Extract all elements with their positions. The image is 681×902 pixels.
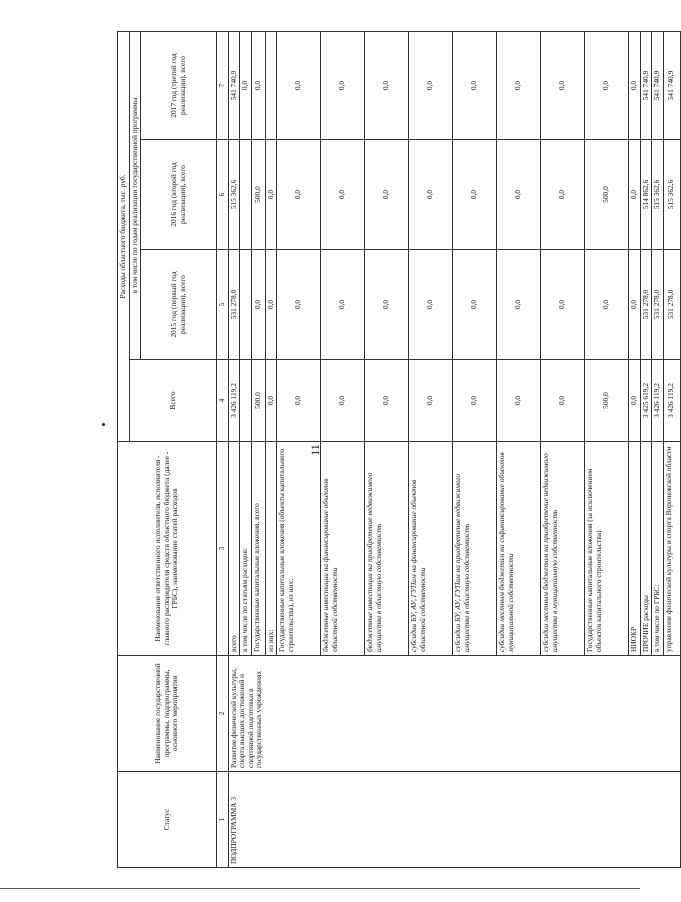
status-cell: ПОДПРОГРАММА 3	[228, 772, 680, 868]
year-2017-cell: 0,0	[497, 32, 541, 140]
year-2015-cell: 0,0	[251, 250, 265, 360]
year-2016-cell: 500,0	[585, 140, 629, 250]
year-2015-cell	[240, 250, 252, 360]
year-2017-cell: 0,0	[453, 32, 497, 140]
row-label: субсидии местным бюджетам на приобретение недвижимого имущества в муниципальную собственность	[541, 442, 585, 656]
year-2017-cell: 0,0	[585, 32, 629, 140]
total-cell: 3 425 619,2	[640, 360, 652, 442]
row-label: НИОКР	[629, 442, 641, 656]
year-2015-cell: 0,0	[265, 250, 277, 360]
year-2017-cell: 0,0	[240, 32, 252, 140]
year-2017-cell: 541 740,9	[652, 32, 664, 140]
header-program-name: Наименование государственной программы, подпрограммы, основного мероприятия	[118, 656, 217, 772]
row-label: субсидии БУ, АУ, ГУПам на финансирование объектов областной собственности	[409, 442, 453, 656]
row-label: бюджетные инвестиции на финансирование объектов областной собственности	[321, 442, 365, 656]
header-budget-title: Расходы областного бюджета, тыс. руб.	[118, 32, 130, 442]
year-2015-cell: 0,0	[541, 250, 585, 360]
column-number-row	[217, 32, 229, 868]
year-2017-cell	[265, 32, 277, 140]
total-cell: 0,0	[497, 360, 541, 442]
row-label: Государственные капитальные вложения (объекты капитального строительства), из них:	[277, 442, 321, 656]
year-2016-cell: 0,0	[365, 140, 409, 250]
year-2015-cell: 531 278,0	[228, 250, 240, 360]
year-2017-cell: 0,0	[629, 32, 641, 140]
header-total: Всего	[129, 360, 217, 442]
row-label: Государственные капитальные вложения, всего	[251, 442, 265, 656]
year-2017-cell: 541 740,9	[228, 32, 240, 140]
total-cell: 500,0	[251, 360, 265, 442]
year-2015-cell: 0,0	[321, 250, 365, 360]
year-2017-cell: 541 740,9	[663, 32, 680, 140]
col-number: 3	[217, 442, 229, 656]
year-2015-cell: 0,0	[497, 250, 541, 360]
total-cell: 3 426 119,2	[652, 360, 664, 442]
row-label: Государственные капитальные вложения (за исключением объектов капитального строительства)	[585, 442, 629, 656]
header-year-2016: 2016 год (второй год реализации), всего	[141, 140, 217, 250]
year-2017-cell: 0,0	[365, 32, 409, 140]
row-label: в том числе по ГРБС:	[652, 442, 664, 656]
col-number: 7	[217, 32, 229, 140]
year-2015-cell: 0,0	[365, 250, 409, 360]
year-2016-cell: 500,0	[251, 140, 265, 250]
bullet-mark	[102, 423, 105, 426]
row-label: из них:	[265, 442, 277, 656]
total-cell: 0,0	[321, 360, 365, 442]
row-label: субсидии местным бюджетам на софинансирование объектов муниципальной собственности	[497, 442, 541, 656]
program-name-cell: Развитие физической культуры, спорта высших достижений и спортивной подготовки в государственных учреждениях	[228, 656, 680, 772]
total-cell: 500,0	[585, 360, 629, 442]
year-2016-cell: 515 362,6	[663, 140, 680, 250]
total-cell: 0,0	[265, 360, 277, 442]
row-label: ПРОЧИЕ расходы	[640, 442, 652, 656]
year-2017-cell: 0,0	[409, 32, 453, 140]
col-number: 1	[217, 772, 229, 868]
year-2016-cell: 0,0	[629, 140, 641, 250]
year-2015-cell: 0,0	[277, 250, 321, 360]
total-cell: 3 426 119,2	[228, 360, 240, 442]
row-label: субсидии БУ, АУ, ГУПам на приобретение недвижимого имущества в областную собственность	[453, 442, 497, 656]
header-status: Статус	[118, 772, 217, 868]
year-2016-cell: 0,0	[265, 140, 277, 250]
total-cell: 0,0	[365, 360, 409, 442]
total-cell: 3 426 119,2	[663, 360, 680, 442]
row-label: в том числе по статьям расходов:	[240, 442, 252, 656]
year-2016-cell: 0,0	[497, 140, 541, 250]
year-2015-cell: 531 278,0	[663, 250, 680, 360]
year-2015-cell: 0,0	[453, 250, 497, 360]
year-2016-cell: 0,0	[277, 140, 321, 250]
year-2016-cell	[240, 140, 252, 250]
col-number: 4	[217, 360, 229, 442]
year-2017-cell: 0,0	[277, 32, 321, 140]
year-2015-cell: 531 278,0	[652, 250, 664, 360]
table-body	[228, 32, 680, 868]
year-2015-cell: 0,0	[585, 250, 629, 360]
year-2017-cell: 0,0	[251, 32, 265, 140]
header-executor: Наименование ответственного исполнителя, исполнителя - главного распорядителя средств областного бюджета (далее - ГРБС), наименование статей расходов	[118, 442, 217, 656]
year-2016-cell: 0,0	[409, 140, 453, 250]
header-by-years: в том числе по годам реализации государственной программы	[129, 32, 141, 360]
year-2016-cell: 0,0	[321, 140, 365, 250]
page-bottom-rule	[0, 888, 640, 889]
table-row	[228, 32, 240, 868]
budget-table	[117, 31, 681, 868]
year-2017-cell: 0,0	[321, 32, 365, 140]
col-number: 5	[217, 250, 229, 360]
header-year-2017: 2017 год (третий год реализации), всего	[141, 32, 217, 140]
row-label: бюджетные инвестиции на приобретение недвижимого имущества в областную собственность	[365, 442, 409, 656]
year-2016-cell: 515 362,6	[228, 140, 240, 250]
total-cell	[240, 360, 252, 442]
page-number: 11	[308, 444, 322, 456]
row-label: всего	[228, 442, 240, 656]
year-2016-cell: 0,0	[541, 140, 585, 250]
year-2016-cell: 514 862,6	[640, 140, 652, 250]
header-year-2015: 2015 год (первый год реализации), всего	[141, 250, 217, 360]
year-2016-cell: 0,0	[453, 140, 497, 250]
year-2017-cell: 541 740,9	[640, 32, 652, 140]
year-2016-cell: 515 362,6	[652, 140, 664, 250]
year-2015-cell: 531 278,0	[640, 250, 652, 360]
row-label: управление физической культуры и спорта Воронежской области	[663, 442, 680, 656]
total-cell: 0,0	[277, 360, 321, 442]
budget-table-container	[117, 32, 676, 868]
col-number: 2	[217, 656, 229, 772]
col-number: 6	[217, 140, 229, 250]
total-cell: 0,0	[453, 360, 497, 442]
year-2015-cell: 0,0	[409, 250, 453, 360]
total-cell: 0,0	[409, 360, 453, 442]
year-2015-cell: 0,0	[629, 250, 641, 360]
year-2017-cell: 0,0	[541, 32, 585, 140]
total-cell: 0,0	[629, 360, 641, 442]
total-cell: 0,0	[541, 360, 585, 442]
